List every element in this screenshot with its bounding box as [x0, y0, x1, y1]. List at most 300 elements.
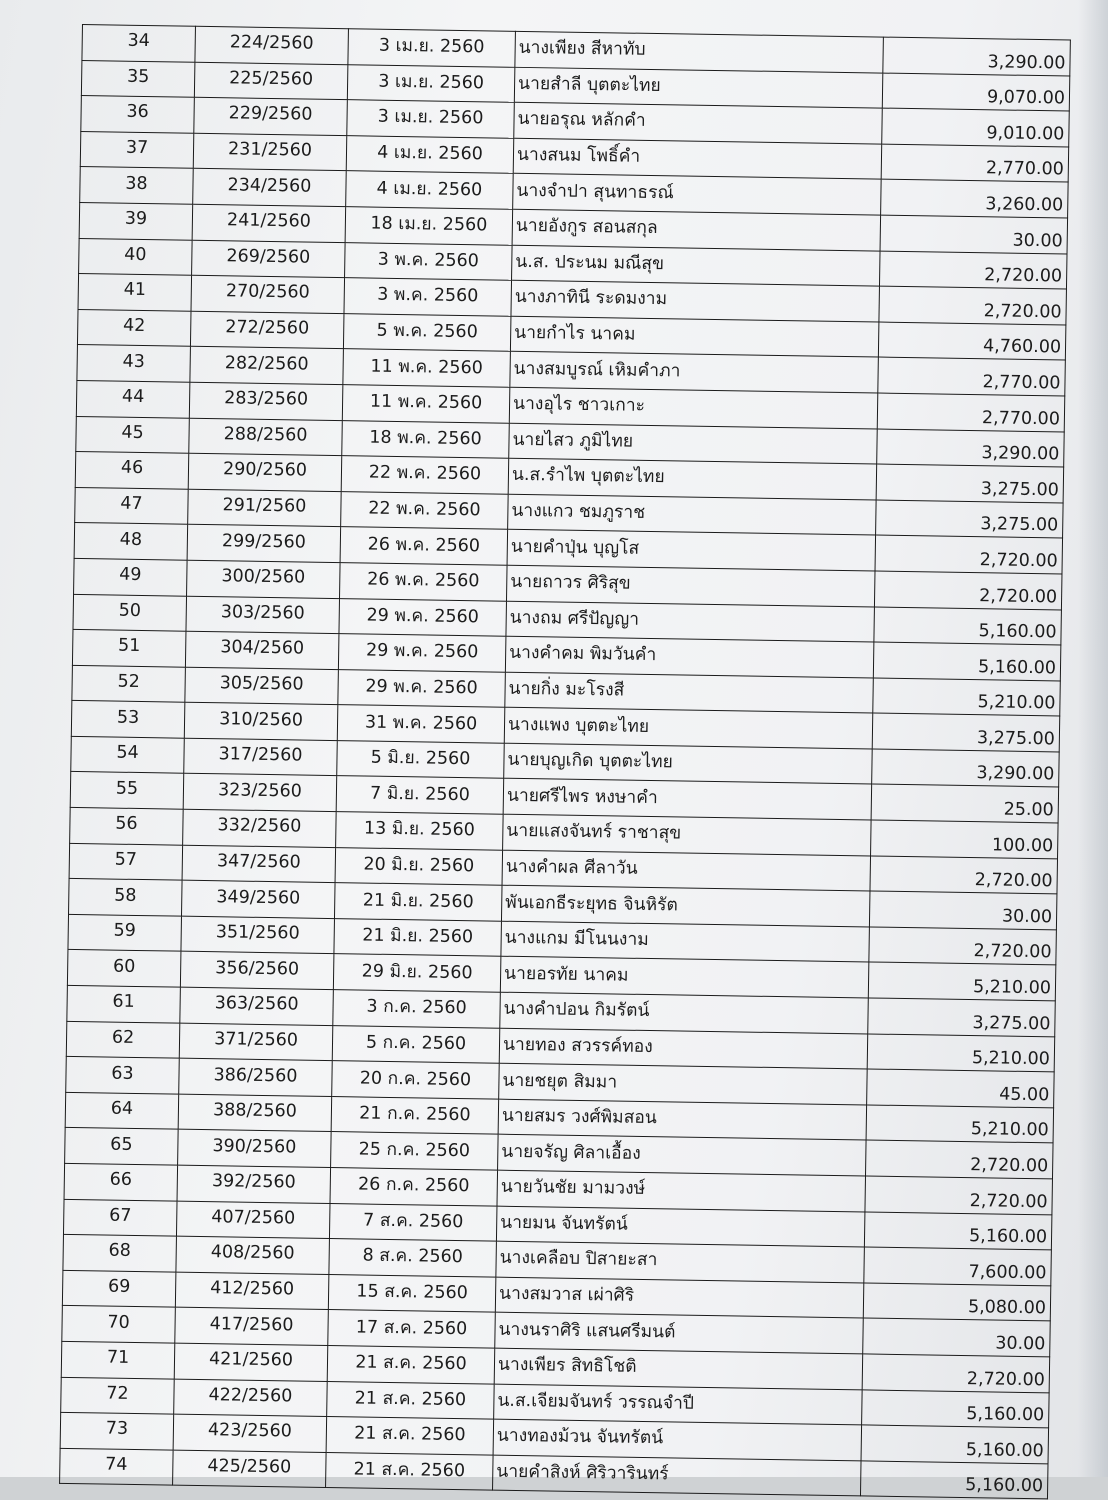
document-number-cell-text: 417/2560 — [209, 1313, 294, 1336]
ledger-table-container — [59, 24, 1066, 1497]
payer-name-cell — [505, 636, 874, 677]
document-number-cell — [173, 1450, 327, 1488]
payer-name-cell-text: นายอรุณ หลักคำ — [517, 109, 646, 132]
row-number-cell — [80, 167, 194, 204]
document-number-cell — [183, 774, 337, 812]
amount-cell-text: 2,770.00 — [981, 407, 1061, 429]
date-cell-text: 21 มิ.ย. 2560 — [362, 925, 474, 948]
row-number-cell-text: 50 — [118, 600, 142, 621]
amount-cell — [882, 108, 1070, 147]
payer-name-cell — [514, 67, 883, 108]
row-number-cell — [81, 60, 195, 97]
document-number-cell-text: 407/2560 — [211, 1207, 296, 1229]
date-cell — [347, 64, 515, 102]
row-number-cell — [61, 1341, 175, 1378]
amount-cell-text: 45.00 — [999, 1084, 1050, 1106]
amount-cell-text: 5,160.00 — [965, 1439, 1044, 1462]
amount-cell-text: 3,290.00 — [981, 443, 1060, 465]
document-number-cell-text: 388/2560 — [212, 1100, 298, 1122]
payer-name-cell-text: นางแกว ชมภูราช — [511, 500, 646, 523]
row-number-cell-text: 45 — [121, 422, 144, 443]
document-number-cell-text: 347/2560 — [216, 851, 301, 873]
amount-cell-text: 5,210.00 — [971, 1048, 1051, 1070]
document-number-cell — [176, 1201, 330, 1239]
payer-name-cell-text: นายมน จันทรัตน์ — [500, 1212, 628, 1235]
amount-cell — [873, 678, 1061, 717]
row-number-cell-text: 69 — [107, 1276, 131, 1297]
payer-name-cell — [506, 565, 875, 606]
row-number-cell-text: 64 — [110, 1098, 134, 1120]
row-number-cell-text: 36 — [126, 102, 149, 123]
row-number-cell — [76, 416, 190, 453]
document-number-cell-text: 349/2560 — [216, 886, 301, 909]
document-number-cell — [184, 738, 338, 776]
date-cell-text: 3 เม.ย. 2560 — [378, 35, 485, 58]
amount-cell — [872, 713, 1060, 752]
payer-name-cell-text: นางคำผล ศีลาวัน — [505, 856, 638, 879]
document-number-cell-text: 421/2560 — [208, 1349, 294, 1371]
date-cell — [337, 705, 505, 743]
payer-name-cell-text: นางอุไร ชาวเกาะ — [512, 394, 646, 417]
amount-cell-text: 3,290.00 — [976, 763, 1055, 785]
amount-cell — [875, 535, 1063, 574]
payer-name-cell-text: น.ส. ประนม มณีสุข — [515, 251, 665, 275]
date-cell — [344, 278, 512, 316]
payer-name-cell — [513, 174, 882, 215]
amount-cell — [878, 357, 1066, 396]
payer-name-cell-text: นางสมวาส เผ่าศิริ — [498, 1283, 635, 1306]
document-number-cell — [192, 240, 346, 278]
document-number-cell — [180, 952, 334, 990]
row-number-cell-text: 68 — [108, 1241, 132, 1262]
document-number-cell-text: 241/2560 — [226, 210, 311, 232]
payer-name-cell-text: นางแพง บุตตะไทย — [507, 714, 650, 737]
payer-name-cell — [505, 672, 874, 713]
date-cell-text: 17 ส.ค. 2560 — [355, 1317, 468, 1339]
date-cell-text: 7 ส.ค. 2560 — [362, 1210, 464, 1233]
date-cell — [327, 1381, 495, 1419]
document-number-cell — [192, 204, 346, 242]
row-number-cell — [79, 238, 193, 275]
date-cell — [329, 1203, 497, 1241]
date-cell-text: 3 พ.ค. 2560 — [377, 249, 480, 272]
date-cell — [347, 100, 515, 138]
date-cell — [326, 1417, 494, 1455]
document-number-cell-text: 386/2560 — [213, 1064, 298, 1087]
payer-name-cell — [501, 885, 870, 926]
payer-name-cell-text: นายกำไร นาคม — [514, 322, 636, 345]
document-number-cell — [183, 809, 337, 847]
row-number-cell — [71, 736, 185, 773]
payer-name-cell-text: นางถม ศรีปัญญา — [509, 607, 640, 630]
amount-cell-text: 30.00 — [1012, 230, 1063, 251]
document-number-cell — [187, 560, 341, 598]
payer-name-cell-text: นางนราศิริ แสนศรีมนต์ — [498, 1319, 676, 1343]
document-number-cell — [194, 62, 348, 100]
amount-cell — [864, 1212, 1052, 1251]
date-cell — [329, 1239, 497, 1277]
amount-cell — [866, 1140, 1054, 1179]
payer-name-cell-text: นายคำปุ่น บุญโส — [510, 536, 640, 559]
payer-name-cell-text: นางทองม้วน จันทรัตน์ — [496, 1426, 664, 1449]
document-number-cell — [195, 26, 349, 64]
row-number-cell — [80, 131, 194, 168]
date-cell-text: 21 ส.ค. 2560 — [354, 1388, 467, 1411]
date-cell-text: 8 ส.ค. 2560 — [362, 1246, 463, 1268]
document-number-cell — [191, 275, 345, 313]
payer-name-cell — [501, 921, 870, 962]
row-number-cell — [76, 380, 190, 417]
row-number-cell — [60, 1448, 174, 1485]
row-number-cell-text: 55 — [115, 778, 139, 799]
row-number-cell — [66, 1057, 180, 1094]
document-number-cell-text: 234/2560 — [227, 174, 312, 197]
row-number-cell-text: 46 — [120, 458, 144, 479]
document-number-cell-text: 300/2560 — [221, 566, 306, 588]
row-number-cell — [75, 487, 189, 524]
payer-name-cell-text: นางคำปอน กิมรัตน์ — [503, 999, 650, 1022]
document-number-cell-text: 283/2560 — [224, 388, 309, 410]
date-cell — [330, 1168, 498, 1206]
payer-name-cell — [500, 992, 869, 1033]
payer-name-cell-text: นายสมร วงศ์พิมสอน — [501, 1105, 657, 1129]
row-number-cell-text: 47 — [120, 493, 143, 515]
document-number-cell — [182, 880, 336, 918]
date-cell-text: 21 มิ.ย. 2560 — [362, 890, 474, 912]
payer-name-cell — [513, 138, 882, 179]
document-number-cell — [188, 453, 342, 491]
amount-cell — [862, 1354, 1050, 1393]
payer-name-cell-text: นางภาทินี ระดมงาม — [514, 287, 668, 310]
amount-cell — [865, 1176, 1053, 1215]
amount-cell-text: 3,275.00 — [976, 728, 1056, 750]
date-cell-text: 21 ส.ค. 2560 — [355, 1352, 467, 1375]
row-number-cell-text: 53 — [116, 707, 140, 728]
date-cell — [341, 456, 509, 494]
row-number-cell — [77, 309, 191, 346]
amount-cell-text: 5,210.00 — [970, 1119, 1049, 1141]
payer-name-cell — [498, 1099, 867, 1140]
document-number-cell-text: 423/2560 — [207, 1420, 292, 1442]
payer-name-cell — [493, 1455, 862, 1496]
payer-name-cell — [495, 1313, 864, 1354]
document-number-cell-text: 224/2560 — [229, 32, 314, 54]
amount-cell — [879, 286, 1067, 325]
document-number-cell — [190, 347, 344, 385]
document-number-cell — [185, 667, 339, 705]
row-number-cell — [65, 1092, 179, 1129]
payer-name-cell-text: น.ส.รำไพ บุตตะไทย — [511, 465, 665, 488]
row-number-cell-text: 60 — [112, 956, 136, 977]
document-number-cell — [190, 311, 344, 349]
row-number-cell — [63, 1235, 177, 1272]
amount-cell — [872, 749, 1060, 788]
document-number-cell — [178, 1130, 332, 1168]
document-number-cell — [186, 596, 340, 634]
ledger-table-body — [60, 25, 1071, 1500]
date-cell — [333, 954, 501, 992]
document-number-cell-text: 303/2560 — [220, 602, 305, 624]
row-number-cell-text: 34 — [127, 31, 151, 52]
row-number-cell-text: 42 — [122, 315, 146, 337]
document-number-cell-text: 392/2560 — [211, 1171, 296, 1193]
date-cell — [346, 171, 514, 209]
payer-name-cell-text: นางแกม มีโนนงาม — [504, 927, 649, 951]
document-number-cell-text: 225/2560 — [229, 68, 314, 90]
payer-name-cell — [499, 1028, 868, 1069]
document-number-cell — [188, 489, 342, 527]
document-number-cell — [179, 1058, 333, 1096]
amount-cell — [874, 607, 1062, 646]
date-cell — [340, 563, 508, 601]
document-number-cell-text: 317/2560 — [218, 744, 303, 766]
amount-cell — [866, 1105, 1054, 1144]
payer-name-cell-text: พันเอกธีระยุทธ จินหิรัต — [505, 892, 679, 916]
date-cell-text: 3 เม.ย. 2560 — [378, 71, 485, 94]
amount-cell — [862, 1389, 1050, 1428]
document-number-cell — [189, 418, 343, 456]
row-number-cell — [77, 345, 191, 382]
amount-cell-text: 2,720.00 — [983, 300, 1062, 323]
row-number-cell-text: 40 — [124, 244, 147, 265]
payer-name-cell — [504, 708, 873, 749]
document-number-cell-text: 304/2560 — [220, 637, 305, 659]
amount-cell — [876, 500, 1064, 539]
payer-name-cell-text: นางเพียร สิทธิโชติ — [497, 1354, 637, 1378]
amount-cell — [863, 1318, 1051, 1357]
date-cell-text: 4 เม.ย. 2560 — [376, 142, 484, 165]
document-number-cell — [174, 1379, 328, 1417]
amount-cell — [877, 429, 1065, 468]
date-cell — [337, 740, 505, 778]
amount-cell — [883, 37, 1071, 76]
date-cell-text: 20 ก.ค. 2560 — [359, 1068, 472, 1090]
payer-name-cell-text: นายวันชัย มามวงษ์ — [500, 1177, 646, 1200]
date-cell — [338, 634, 506, 672]
date-cell-text: 22 พ.ค. 2560 — [368, 498, 481, 521]
row-number-cell-text: 73 — [105, 1419, 129, 1440]
date-cell-text: 11 พ.ค. 2560 — [370, 356, 483, 378]
amount-cell-text: 2,770.00 — [985, 158, 1064, 180]
document-number-cell — [179, 1023, 333, 1061]
payer-name-cell — [495, 1277, 864, 1318]
amount-cell-text: 5,160.00 — [977, 656, 1057, 679]
document-number-cell-text: 356/2560 — [215, 957, 300, 980]
row-number-cell-text: 52 — [117, 671, 140, 692]
row-number-cell — [71, 701, 185, 738]
row-number-cell — [70, 807, 184, 844]
document-number-cell-text: 371/2560 — [213, 1029, 299, 1051]
date-cell-text: 29 พ.ค. 2560 — [365, 676, 478, 699]
row-number-cell — [68, 914, 182, 951]
payer-name-cell — [511, 280, 880, 321]
amount-cell-text: 5,210.00 — [977, 692, 1056, 714]
row-number-cell-text: 48 — [119, 529, 143, 550]
amount-cell-text: 2,720.00 — [979, 585, 1058, 607]
date-cell-text: 15 ส.ค. 2560 — [356, 1281, 468, 1304]
row-number-cell-text: 41 — [123, 280, 147, 301]
row-number-cell-text: 72 — [106, 1383, 129, 1404]
date-cell — [340, 527, 508, 565]
date-cell-text: 22 พ.ค. 2560 — [368, 462, 482, 485]
date-cell-text: 11 พ.ค. 2560 — [369, 391, 483, 414]
document-number-cell — [193, 169, 347, 207]
row-number-cell-text: 65 — [110, 1134, 133, 1155]
date-cell — [342, 420, 510, 458]
amount-cell-text: 30.00 — [1001, 906, 1053, 928]
date-cell-text: 21 ส.ค. 2560 — [353, 1459, 466, 1482]
date-cell — [336, 776, 504, 814]
amount-cell — [871, 820, 1059, 859]
row-number-cell — [67, 985, 181, 1022]
payer-name-cell-text: นายอรทัย นาคม — [503, 963, 629, 986]
document-number-cell-text: 229/2560 — [228, 103, 313, 126]
document-number-cell-text: 288/2560 — [223, 424, 308, 446]
amount-cell — [880, 215, 1068, 254]
row-number-cell-text: 70 — [107, 1312, 130, 1333]
amount-cell-text: 3,260.00 — [985, 194, 1064, 216]
amount-cell-text: 9,010.00 — [986, 123, 1065, 145]
payer-name-cell-text: นายสำลี บุตตะไทย — [517, 73, 661, 96]
row-number-cell — [65, 1128, 179, 1165]
payer-name-cell — [500, 957, 869, 998]
document-number-cell — [194, 97, 348, 135]
document-number-cell — [193, 133, 347, 171]
date-cell-text: 20 มิ.ย. 2560 — [363, 854, 475, 877]
amount-cell — [868, 962, 1056, 1001]
amount-cell — [869, 891, 1057, 930]
date-cell — [328, 1274, 496, 1312]
row-number-cell — [61, 1377, 175, 1414]
row-number-cell-text: 39 — [124, 208, 148, 230]
row-number-cell — [67, 950, 181, 987]
date-cell — [331, 1132, 499, 1170]
row-number-cell — [81, 96, 195, 133]
document-number-cell — [184, 702, 338, 740]
row-number-cell — [74, 558, 188, 595]
document-number-cell-text: 408/2560 — [210, 1242, 295, 1264]
amount-cell — [860, 1461, 1048, 1500]
date-cell-text: 18 เม.ย. 2560 — [370, 213, 488, 236]
amount-cell — [867, 1069, 1055, 1108]
amount-cell-text: 2,720.00 — [970, 1155, 1049, 1177]
row-number-cell-text: 43 — [122, 351, 146, 372]
amount-cell — [878, 322, 1066, 361]
document-number-cell-text: 291/2560 — [222, 495, 307, 517]
payer-name-cell-text: น.ส.เจียมจันทร์ วรรณจำปี — [497, 1390, 695, 1414]
row-number-cell — [69, 879, 183, 916]
amount-cell — [873, 642, 1061, 681]
date-cell — [345, 242, 513, 280]
row-number-cell-text: 35 — [126, 66, 150, 87]
payer-name-cell — [510, 316, 879, 357]
row-number-cell — [60, 1412, 174, 1449]
date-cell-text: 29 พ.ค. 2560 — [365, 640, 479, 663]
amount-cell — [877, 393, 1065, 432]
date-cell — [332, 1061, 500, 1099]
document-number-cell-text: 299/2560 — [221, 530, 306, 553]
row-number-cell-text: 66 — [109, 1169, 133, 1191]
row-number-cell-text: 58 — [114, 885, 137, 906]
payer-name-cell — [508, 494, 877, 535]
amount-cell — [879, 251, 1067, 290]
date-cell — [342, 385, 510, 423]
payer-name-cell-text: นายศรีไพร หงษาคำ — [506, 785, 658, 808]
row-number-cell — [70, 772, 184, 809]
row-number-cell — [72, 665, 186, 702]
amount-cell — [881, 144, 1069, 183]
amount-cell — [869, 927, 1057, 966]
payer-name-cell — [506, 601, 875, 642]
row-number-cell-text: 71 — [106, 1347, 130, 1369]
page-edge-shadow — [1078, 0, 1108, 1477]
date-cell — [348, 29, 516, 67]
row-number-cell-text: 51 — [117, 636, 141, 657]
payer-name-cell-text: นายไสว ภูมิไทย — [512, 429, 634, 452]
date-cell — [332, 1025, 500, 1063]
payer-name-cell-text: นายอังกูร สอนสกุล — [515, 216, 658, 239]
document-number-cell — [187, 525, 341, 563]
row-number-cell-text: 61 — [112, 991, 135, 1013]
document-number-cell-text: 272/2560 — [225, 317, 310, 339]
payer-name-cell-text: นางเคลือบ ปิสายะสา — [499, 1248, 658, 1271]
date-cell-text: 21 ส.ค. 2560 — [353, 1423, 466, 1446]
document-number-cell-text: 323/2560 — [217, 779, 303, 802]
date-cell-text: 7 มิ.ย. 2560 — [369, 783, 470, 805]
payer-name-cell-text: นางจำปา สุนทาธรณ์ — [516, 180, 674, 203]
date-cell — [343, 313, 511, 351]
amount-cell-text: 30.00 — [995, 1333, 1046, 1355]
document-number-cell — [181, 916, 335, 954]
row-number-cell — [78, 274, 192, 311]
date-cell-text: 29 พ.ค. 2560 — [366, 605, 480, 628]
row-number-cell — [75, 452, 189, 489]
amount-cell-text: 2,720.00 — [973, 941, 1052, 963]
document-number-cell-text: 425/2560 — [207, 1456, 292, 1478]
amount-cell-text: 2,720.00 — [966, 1368, 1045, 1390]
ledger-table — [59, 24, 1071, 1500]
date-cell — [326, 1452, 494, 1490]
document-number-cell — [189, 382, 343, 420]
amount-cell-text: 2,720.00 — [969, 1190, 1048, 1212]
document-number-cell — [185, 631, 339, 669]
amount-cell-text: 3,290.00 — [987, 51, 1066, 74]
date-cell-text: 4 เม.ย. 2560 — [376, 178, 483, 200]
amount-cell-text: 5,080.00 — [967, 1297, 1047, 1319]
document-number-cell — [180, 987, 334, 1025]
payer-name-cell — [497, 1170, 866, 1211]
row-number-cell-text: 44 — [121, 386, 145, 408]
amount-cell — [867, 1034, 1055, 1073]
amount-cell-text: 3,275.00 — [980, 478, 1059, 501]
document-number-cell-text: 422/2560 — [208, 1385, 293, 1407]
date-cell — [334, 918, 502, 956]
payer-name-cell — [507, 530, 876, 571]
payer-name-cell-text: นายทอง สวรรค์ทอง — [502, 1034, 653, 1058]
date-cell — [341, 491, 509, 529]
date-cell-text: 3 เม.ย. 2560 — [377, 107, 484, 129]
amount-cell-text: 25.00 — [1003, 799, 1054, 821]
amount-cell — [871, 784, 1059, 823]
document-number-cell — [176, 1236, 330, 1274]
date-cell-text: 26 พ.ค. 2560 — [367, 534, 481, 556]
payer-name-cell — [493, 1419, 862, 1460]
amount-cell — [868, 998, 1056, 1037]
date-cell — [335, 847, 503, 885]
row-number-cell-text: 62 — [111, 1027, 135, 1048]
payer-name-cell-text: นายบุญเกิด บุตตะไทย — [507, 749, 674, 773]
amount-cell-text: 2,770.00 — [982, 372, 1061, 394]
